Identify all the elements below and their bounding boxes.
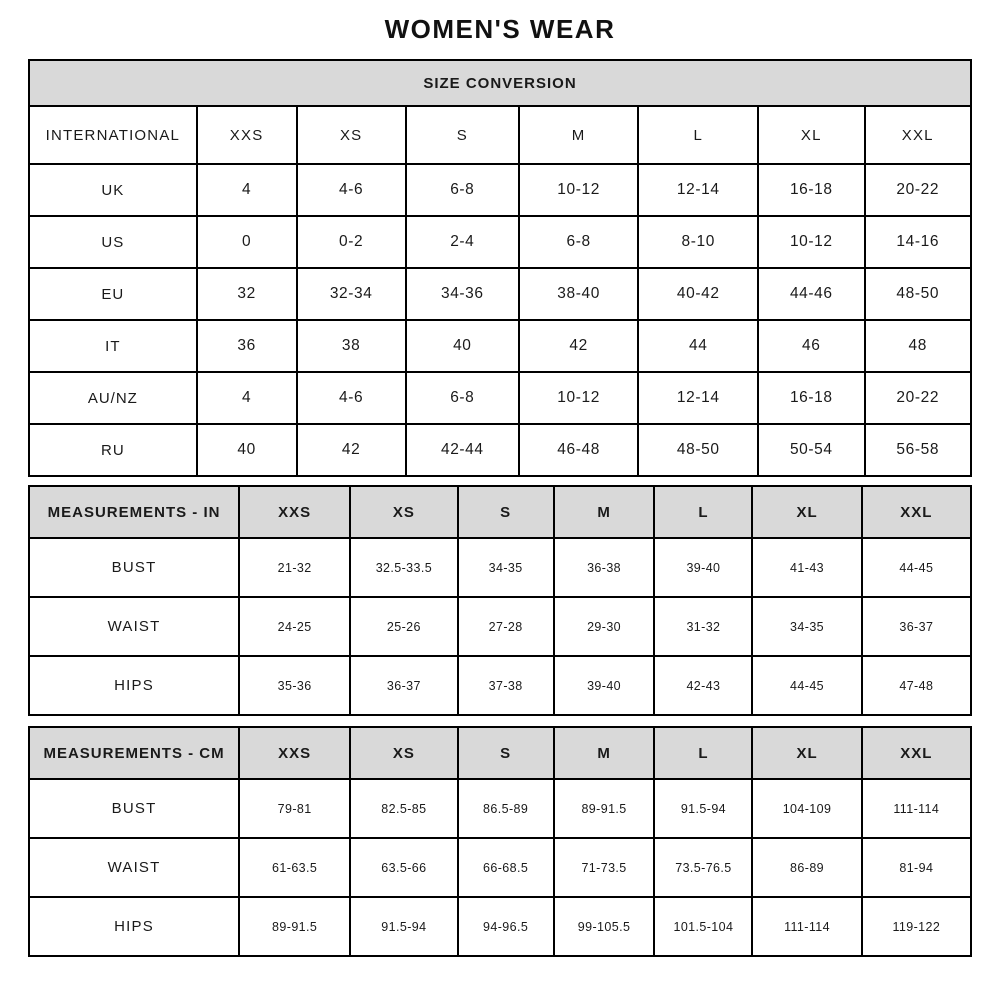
row-label: US (29, 216, 197, 268)
value-cell: 29-30 (554, 597, 655, 656)
value-cell: 42 (297, 424, 406, 476)
size-col-header: L (654, 727, 752, 779)
value-cell: 20-22 (865, 164, 972, 216)
value-cell: 10-12 (758, 216, 864, 268)
value-cell: 4 (197, 372, 297, 424)
measurements-cm-table (28, 726, 972, 957)
row-label: HIPS (29, 656, 239, 715)
value-cell: 81-94 (862, 838, 971, 897)
corner-header: MEASUREMENTS - IN (29, 486, 239, 538)
value-cell: 44-46 (758, 268, 864, 320)
size-col-header: XS (297, 106, 406, 164)
value-cell: 82.5-85 (350, 779, 457, 838)
table-row (29, 838, 971, 897)
corner-header: MEASUREMENTS - CM (29, 727, 239, 779)
value-cell: 79-81 (239, 779, 350, 838)
value-cell: 40-42 (638, 268, 758, 320)
size-col-header: XL (752, 727, 861, 779)
size-col-header: M (554, 727, 655, 779)
size-col-header: M (519, 106, 639, 164)
value-cell: 25-26 (350, 597, 457, 656)
value-cell: 20-22 (865, 372, 972, 424)
column-header-row (29, 486, 971, 538)
value-cell: 10-12 (519, 164, 639, 216)
value-cell: 39-40 (554, 656, 655, 715)
column-header-row (29, 727, 971, 779)
size-col-header: XS (350, 727, 457, 779)
value-cell: 6-8 (519, 216, 639, 268)
table-row (29, 597, 971, 656)
value-cell: 73.5-76.5 (654, 838, 752, 897)
value-cell: 41-43 (752, 538, 861, 597)
value-cell: 31-32 (654, 597, 752, 656)
value-cell: 48-50 (638, 424, 758, 476)
page-title: WOMEN'S WEAR (384, 14, 616, 44)
value-cell: 42 (519, 320, 639, 372)
table-title-row (29, 60, 971, 106)
value-cell: 34-35 (752, 597, 861, 656)
value-cell: 71-73.5 (554, 838, 655, 897)
size-col-header: S (406, 106, 519, 164)
size-col-header: XL (752, 486, 861, 538)
value-cell: 38 (297, 320, 406, 372)
corner-header: INTERNATIONAL (29, 106, 197, 164)
value-cell: 39-40 (654, 538, 752, 597)
value-cell: 36-38 (554, 538, 655, 597)
value-cell: 89-91.5 (554, 779, 655, 838)
value-cell: 16-18 (758, 372, 864, 424)
table-row (29, 216, 971, 268)
value-cell: 86.5-89 (458, 779, 554, 838)
value-cell: 27-28 (458, 597, 554, 656)
row-label: WAIST (29, 838, 239, 897)
value-cell: 56-58 (865, 424, 972, 476)
value-cell: 46-48 (519, 424, 639, 476)
row-label: UK (29, 164, 197, 216)
value-cell: 91.5-94 (350, 897, 457, 956)
value-cell: 48-50 (865, 268, 972, 320)
value-cell: 99-105.5 (554, 897, 655, 956)
value-cell: 40 (406, 320, 519, 372)
value-cell: 89-91.5 (239, 897, 350, 956)
size-col-header: XXL (862, 486, 971, 538)
value-cell: 86-89 (752, 838, 861, 897)
row-label: HIPS (29, 897, 239, 956)
table-row (29, 320, 971, 372)
table-row (29, 268, 971, 320)
value-cell: 34-35 (458, 538, 554, 597)
value-cell: 14-16 (865, 216, 972, 268)
table-row (29, 538, 971, 597)
size-col-header: XXL (862, 727, 971, 779)
value-cell: 10-12 (519, 372, 639, 424)
size-col-header: L (638, 106, 758, 164)
value-cell: 4 (197, 164, 297, 216)
value-cell: 61-63.5 (239, 838, 350, 897)
size-col-header: S (458, 486, 554, 538)
value-cell: 38-40 (519, 268, 639, 320)
value-cell: 111-114 (862, 779, 971, 838)
value-cell: 42-43 (654, 656, 752, 715)
value-cell: 16-18 (758, 164, 864, 216)
table-row (29, 424, 971, 476)
value-cell: 36 (197, 320, 297, 372)
value-cell: 34-36 (406, 268, 519, 320)
row-label: EU (29, 268, 197, 320)
value-cell: 2-4 (406, 216, 519, 268)
value-cell: 46 (758, 320, 864, 372)
size-col-header: S (458, 727, 554, 779)
value-cell: 21-32 (239, 538, 350, 597)
value-cell: 94-96.5 (458, 897, 554, 956)
size-col-header: XXL (865, 106, 972, 164)
row-label: WAIST (29, 597, 239, 656)
row-label: BUST (29, 538, 239, 597)
row-label: IT (29, 320, 197, 372)
size-col-header: XXS (197, 106, 297, 164)
value-cell: 36-37 (862, 597, 971, 656)
value-cell: 37-38 (458, 656, 554, 715)
value-cell: 6-8 (406, 164, 519, 216)
table-row (29, 779, 971, 838)
value-cell: 44 (638, 320, 758, 372)
value-cell: 12-14 (638, 164, 758, 216)
value-cell: 66-68.5 (458, 838, 554, 897)
value-cell: 32 (197, 268, 297, 320)
size-conversion-table (28, 59, 972, 477)
size-col-header: L (654, 486, 752, 538)
value-cell: 4-6 (297, 164, 406, 216)
row-label: RU (29, 424, 197, 476)
table-row (29, 372, 971, 424)
column-header-row (29, 106, 971, 164)
size-col-header: XL (758, 106, 864, 164)
size-col-header: XS (350, 486, 457, 538)
value-cell: 32-34 (297, 268, 406, 320)
value-cell: 47-48 (862, 656, 971, 715)
value-cell: 44-45 (752, 656, 861, 715)
value-cell: 8-10 (638, 216, 758, 268)
value-cell: 12-14 (638, 372, 758, 424)
value-cell: 48 (865, 320, 972, 372)
value-cell: 0-2 (297, 216, 406, 268)
table-title: SIZE CONVERSION (29, 60, 971, 106)
value-cell: 0 (197, 216, 297, 268)
value-cell: 36-37 (350, 656, 457, 715)
value-cell: 104-109 (752, 779, 861, 838)
table-row (29, 897, 971, 956)
size-col-header: XXS (239, 727, 350, 779)
value-cell: 35-36 (239, 656, 350, 715)
measurements-in-table (28, 485, 972, 716)
value-cell: 4-6 (297, 372, 406, 424)
value-cell: 50-54 (758, 424, 864, 476)
value-cell: 40 (197, 424, 297, 476)
row-label: AU/NZ (29, 372, 197, 424)
size-col-header: M (554, 486, 655, 538)
value-cell: 91.5-94 (654, 779, 752, 838)
value-cell: 6-8 (406, 372, 519, 424)
value-cell: 42-44 (406, 424, 519, 476)
value-cell: 24-25 (239, 597, 350, 656)
value-cell: 63.5-66 (350, 838, 457, 897)
value-cell: 32.5-33.5 (350, 538, 457, 597)
value-cell: 101.5-104 (654, 897, 752, 956)
table-row (29, 164, 971, 216)
row-label: BUST (29, 779, 239, 838)
table-row (29, 656, 971, 715)
size-col-header: XXS (239, 486, 350, 538)
value-cell: 44-45 (862, 538, 971, 597)
value-cell: 119-122 (862, 897, 971, 956)
value-cell: 111-114 (752, 897, 861, 956)
